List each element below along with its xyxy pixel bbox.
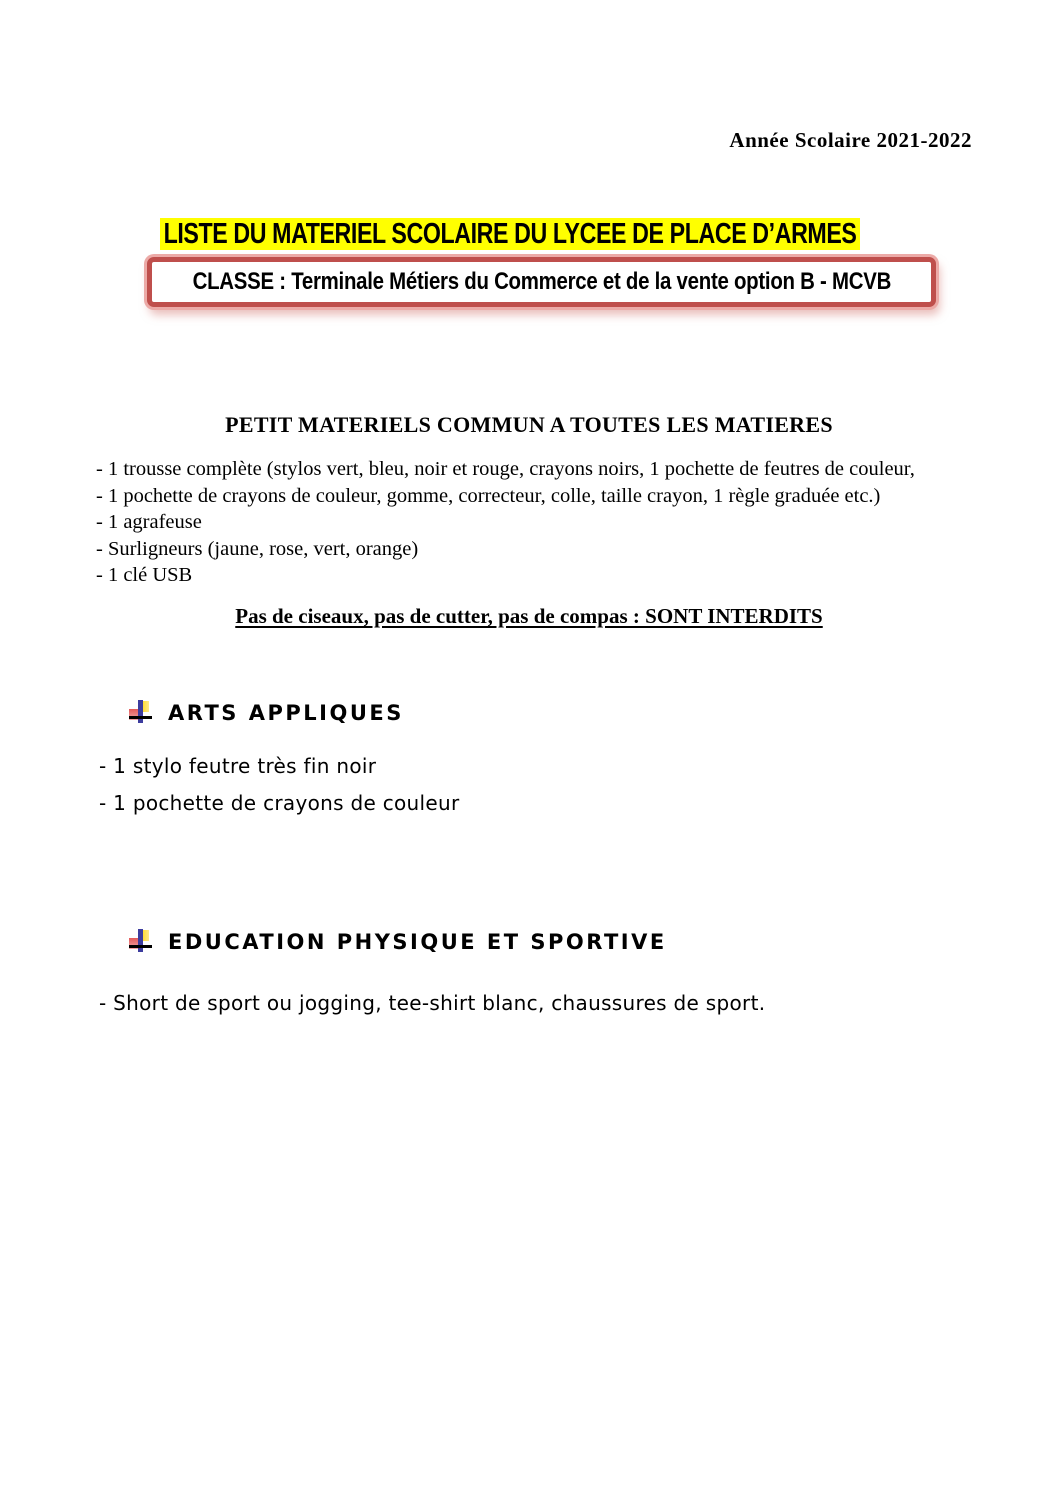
colored-arrow-bullet-icon: [128, 928, 153, 955]
eps-items: [99, 985, 765, 1022]
list-item: - Short de sport ou jogging, tee-shirt blanc, chaussures de sport.: [99, 991, 766, 1015]
section-heading-eps: [128, 928, 667, 955]
document-title: LISTE DU MATERIEL SCOLAIRE DU LYCEE DE PLACE D’ARMES: [163, 217, 857, 250]
arts-appliques-items: [99, 748, 460, 822]
school-year-label: Année Scolaire 2021-2022: [729, 128, 972, 152]
list-item: - 1 agrafeuse: [96, 511, 202, 533]
section-title: ARTS APPLIQUES: [168, 700, 404, 725]
list-item: - 1 pochette de crayons de couleur, gomme, correcteur, colle, taille crayon, 1 règle graduée etc.): [96, 484, 881, 507]
list-item: - 1 trousse complète (stylos vert, bleu, noir et rouge, crayons noirs, 1 pochette de feutres de couleur,: [96, 458, 915, 480]
list-item: - 1 pochette de crayons de couleur: [99, 791, 460, 815]
section-heading-arts-appliques: [128, 699, 404, 726]
list-item: - 1 clé USB: [96, 564, 193, 586]
class-box: [147, 257, 936, 307]
document-title-highlight: [160, 218, 860, 250]
forbidden-items-warning: Pas de ciseaux, pas de cutter, pas de compas : SONT INTERDITS: [235, 604, 823, 628]
common-materials-list: [96, 456, 976, 589]
class-label: CLASSE : Terminale Métiers du Commerce et de la vente option B - MCVB: [192, 268, 891, 295]
list-item: - 1 stylo feutre très fin noir: [99, 754, 377, 778]
list-item: - Surligneurs (jaune, rose, vert, orange): [96, 537, 419, 560]
colored-arrow-bullet-icon: [128, 699, 153, 726]
section-title: EDUCATION PHYSIQUE ET SPORTIVE: [168, 929, 667, 954]
common-materials-heading: PETIT MATERIELS COMMUN A TOUTES LES MATIERES: [225, 412, 833, 437]
